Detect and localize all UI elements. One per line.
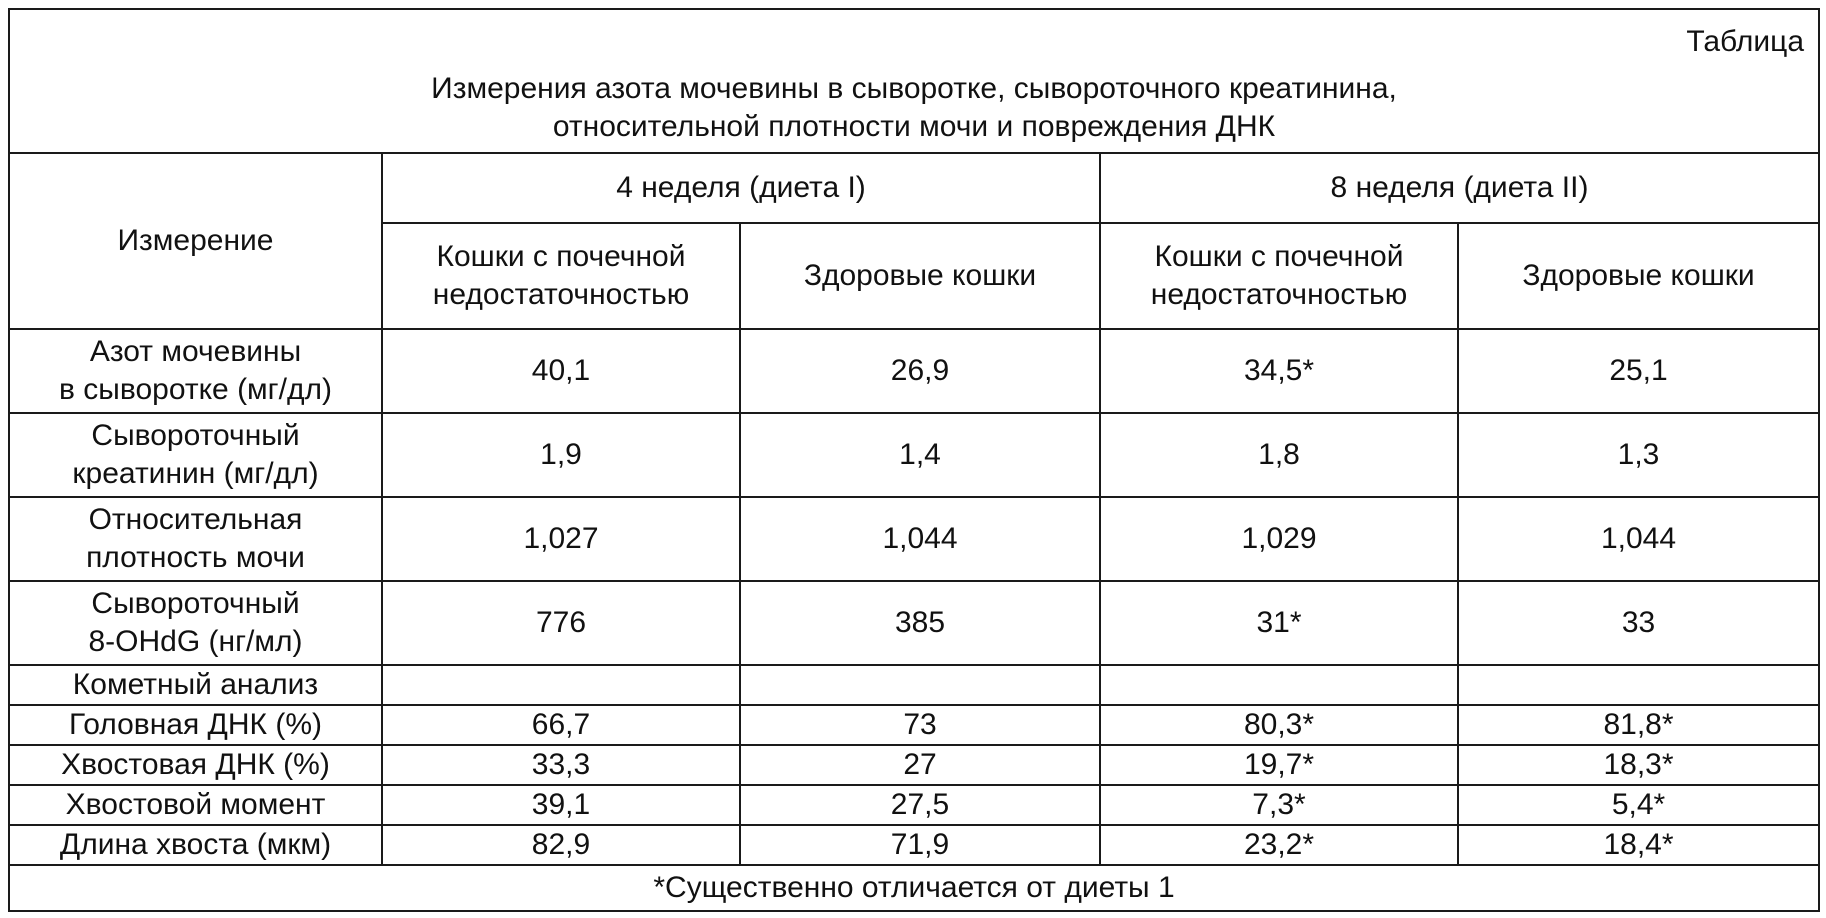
title-cell: [9, 9, 1819, 153]
table-cell: 1,9: [382, 413, 740, 497]
period-header-week8: 8 неделя (диета II): [1100, 153, 1819, 223]
table-cell: 1,044: [1458, 497, 1819, 581]
table-cell: 31*: [1100, 581, 1458, 665]
table-cell: 26,9: [740, 329, 1100, 413]
group-header: [740, 223, 1100, 329]
table-row: [9, 665, 1819, 705]
group-header-line2: недостаточностью: [432, 278, 690, 311]
table-title-line1: Измерения азота мочевины в сыворотке, сывороточного креатинина,: [431, 72, 1397, 105]
table-cell: 18,3*: [1458, 745, 1819, 785]
table-row: [9, 329, 1819, 413]
period-header-week4: 4 неделя (диета I): [382, 153, 1100, 223]
table-cell: 34,5*: [1100, 329, 1458, 413]
table-cell: 1,3: [1458, 413, 1819, 497]
table-cell: 23,2*: [1100, 825, 1458, 865]
group-header: [382, 223, 740, 329]
row-label: [9, 581, 382, 665]
row-label: Хвостовая ДНК (%): [9, 745, 382, 785]
row-label: Длина хвоста (мкм): [9, 825, 382, 865]
table-label: Таблица: [1686, 25, 1805, 58]
table-row: [9, 581, 1819, 665]
table-cell: 81,8*: [1458, 705, 1819, 745]
footnote-row: [9, 865, 1819, 911]
table-cell: 1,4: [740, 413, 1100, 497]
results-table: [8, 8, 1820, 912]
table-cell: 776: [382, 581, 740, 665]
header-period-row: [9, 153, 1819, 223]
row-label-line2: 8-OHdG (нг/мл): [88, 625, 303, 658]
group-header-line1: Кошки с почечной: [1154, 240, 1404, 273]
table-cell: 33,3: [382, 745, 740, 785]
group-header: [1458, 223, 1819, 329]
table-cell: 66,7: [382, 705, 740, 745]
group-header-line2: недостаточностью: [1150, 278, 1408, 311]
group-header-line1: Здоровые кошки: [803, 259, 1037, 292]
group-header-line1: Здоровые кошки: [1522, 259, 1755, 292]
table-row: [9, 745, 1819, 785]
row-label-line2: креатинин (мг/дл): [72, 457, 319, 490]
row-label-line2: в сыворотке (мг/дл): [59, 373, 332, 406]
table-cell: 80,3*: [1100, 705, 1458, 745]
footnote: *Существенно отличается от диеты 1: [9, 865, 1819, 911]
table-cell: 5,4*: [1458, 785, 1819, 825]
row-label: Хвостовой момент: [9, 785, 382, 825]
row-label: Кометный анализ: [9, 665, 382, 705]
group-header-line1: Кошки с почечной: [436, 240, 686, 273]
table-cell: [1100, 665, 1458, 705]
table-cell: 385: [740, 581, 1100, 665]
table-title: [10, 70, 1818, 146]
row-label-line2: плотность мочи: [86, 541, 305, 574]
table-cell: 7,3*: [1100, 785, 1458, 825]
row-label-line1: Относительная: [88, 503, 303, 536]
table-row: [9, 785, 1819, 825]
table-title-line2: относительной плотности мочи и повреждения ДНК: [552, 110, 1276, 143]
row-label-line1: Азот мочевины: [89, 335, 302, 368]
table-cell: 18,4*: [1458, 825, 1819, 865]
table-cell: 1,029: [1100, 497, 1458, 581]
row-label: Головная ДНК (%): [9, 705, 382, 745]
table-row: [9, 705, 1819, 745]
table-cell: 71,9: [740, 825, 1100, 865]
table-cell: 1,8: [1100, 413, 1458, 497]
row-label-line1: Сывороточный: [91, 419, 300, 452]
table-cell: 27: [740, 745, 1100, 785]
group-header: [1100, 223, 1458, 329]
table-cell: 19,7*: [1100, 745, 1458, 785]
table-row: [9, 413, 1819, 497]
table-cell: 1,044: [740, 497, 1100, 581]
table-cell: 39,1: [382, 785, 740, 825]
row-label: [9, 329, 382, 413]
measure-header: Измерение: [9, 153, 382, 329]
table-cell: 27,5: [740, 785, 1100, 825]
table-cell: [1458, 665, 1819, 705]
table-cell: [740, 665, 1100, 705]
table-frame: [8, 8, 1818, 910]
table-cell: [382, 665, 740, 705]
table-cell: 82,9: [382, 825, 740, 865]
table-cell: 1,027: [382, 497, 740, 581]
table-cell: 73: [740, 705, 1100, 745]
table-cell: 40,1: [382, 329, 740, 413]
table-cell: 25,1: [1458, 329, 1819, 413]
title-row: [9, 9, 1819, 153]
row-label-line1: Сывороточный: [91, 587, 300, 620]
table-row: [9, 497, 1819, 581]
row-label: [9, 413, 382, 497]
row-label: [9, 497, 382, 581]
table-cell: 33: [1458, 581, 1819, 665]
table-row: [9, 825, 1819, 865]
